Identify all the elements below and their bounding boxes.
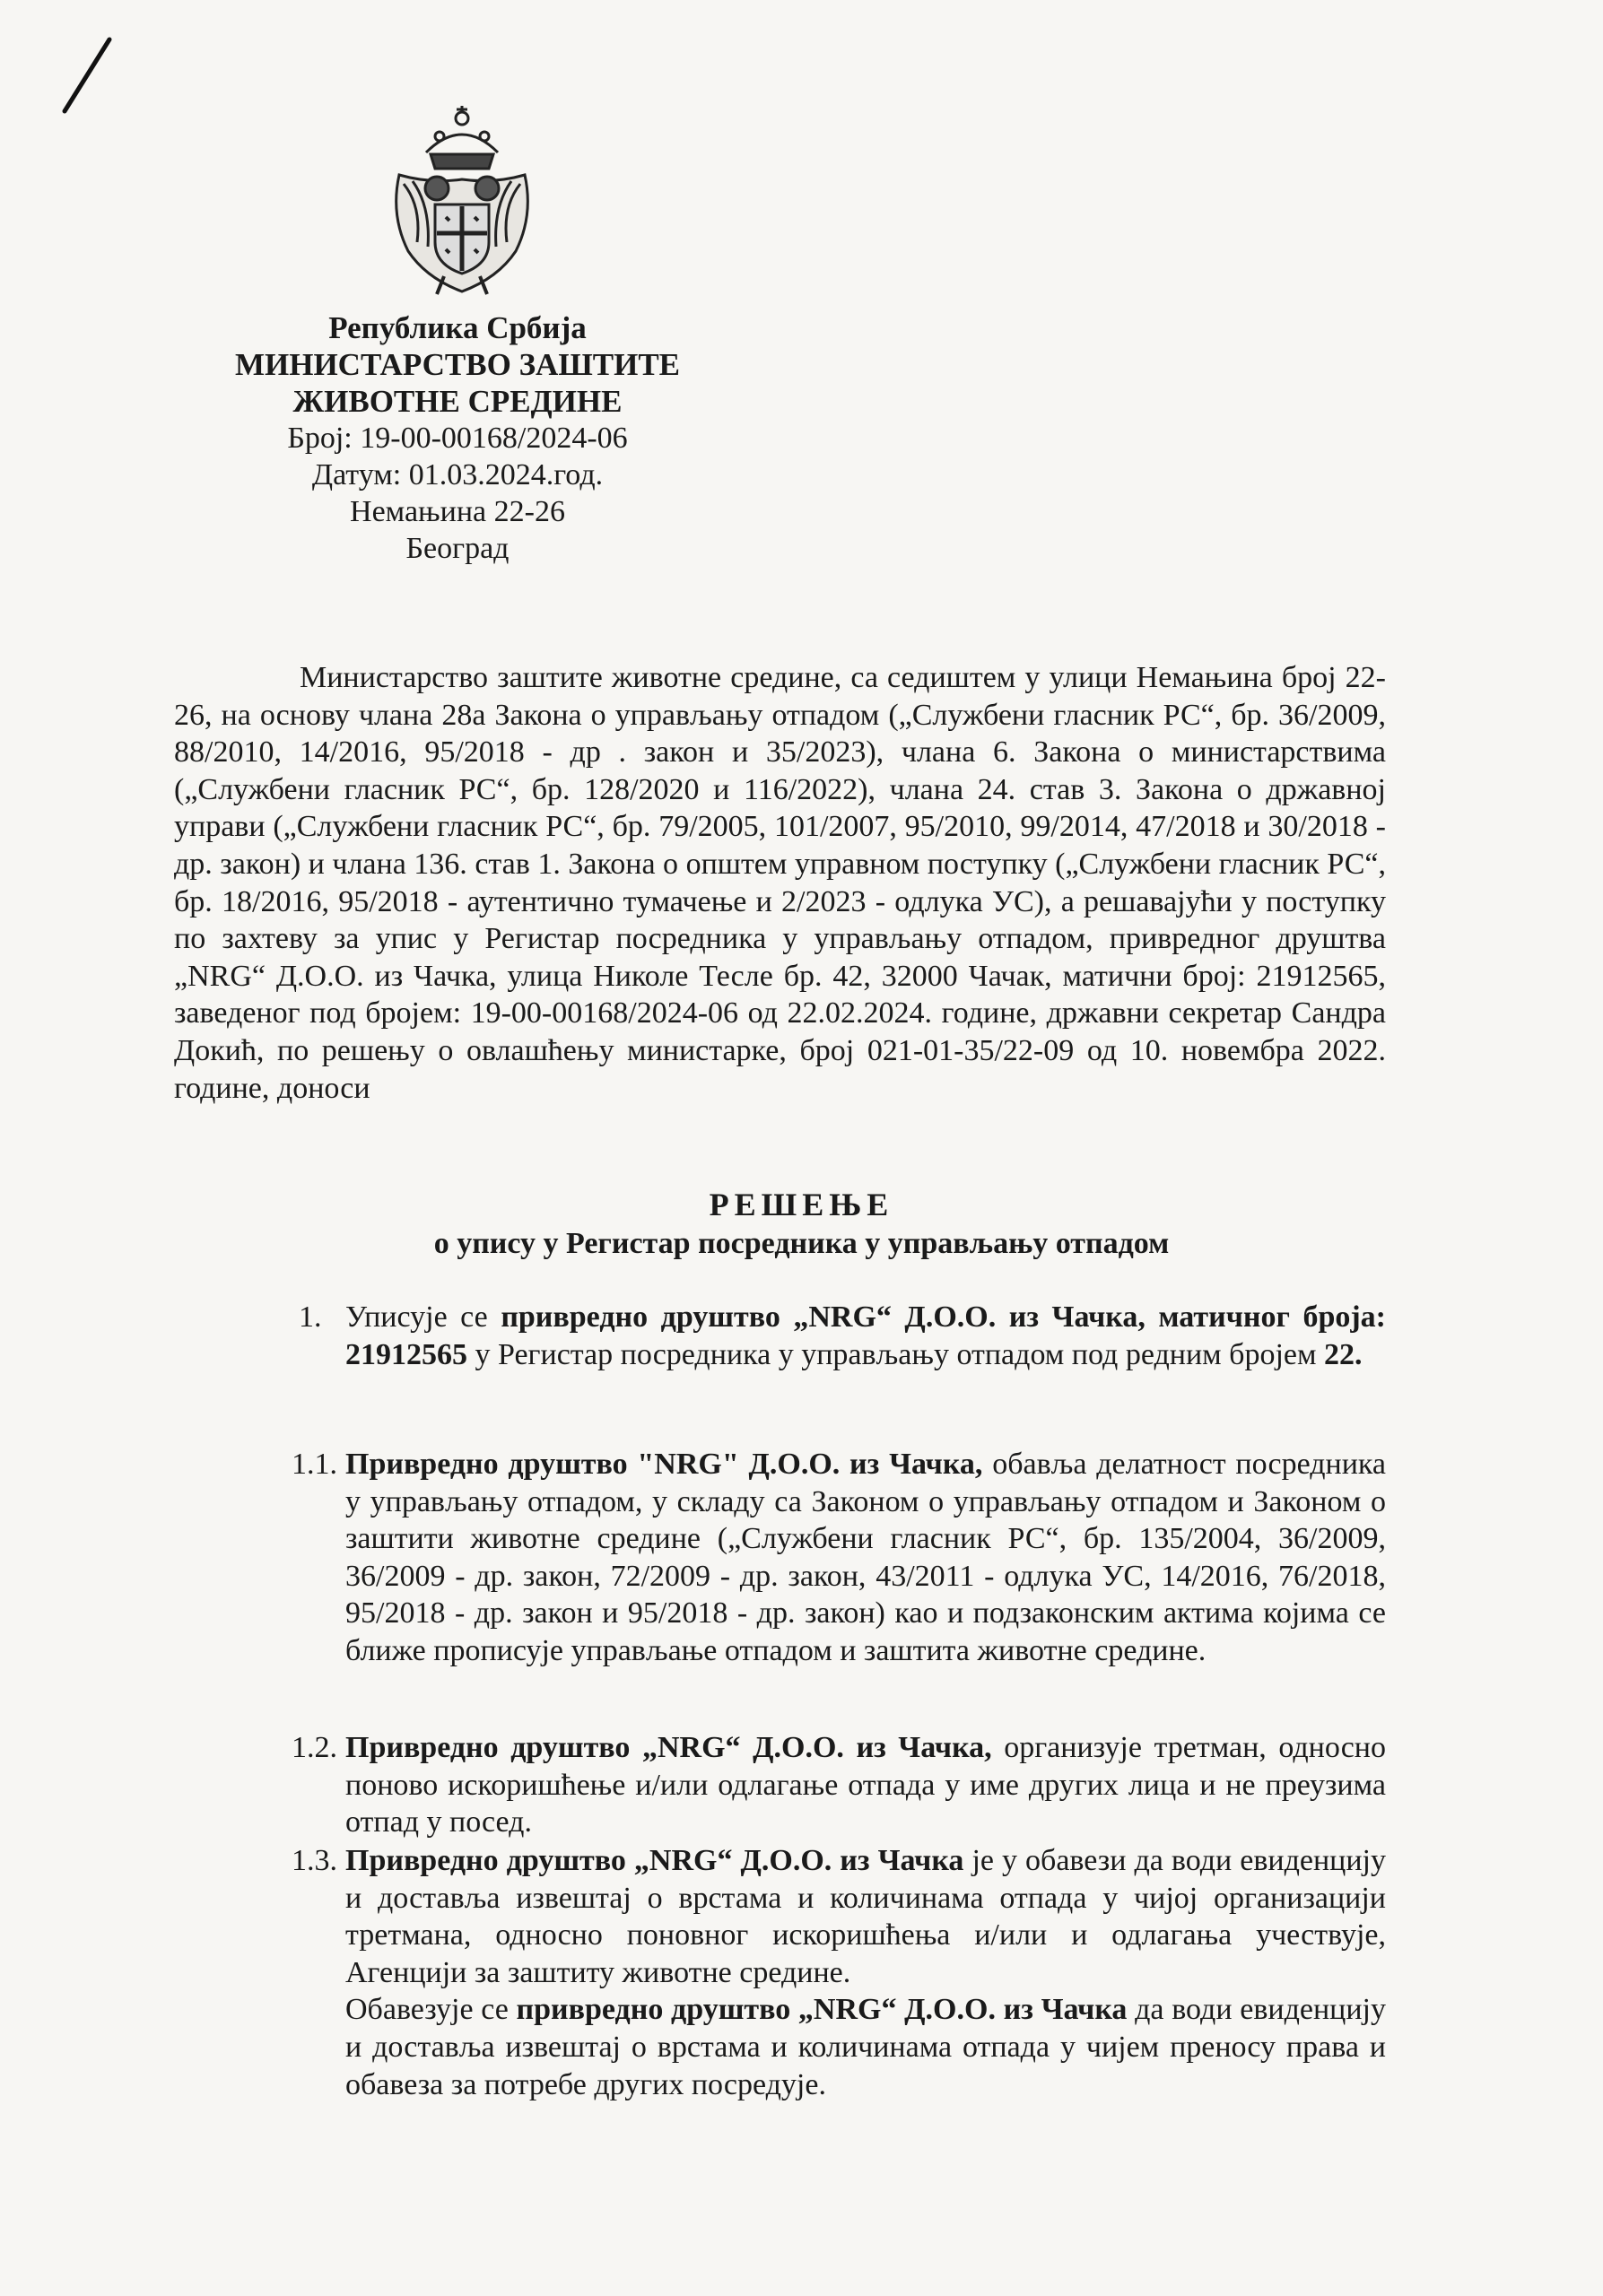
item-number: 1. [299,1300,322,1334]
handwritten-slash-mark [61,36,115,117]
ministry-name-line2: ЖИВОТНЕ СРЕДИНЕ [292,384,623,419]
document-date: Датум: 01.03.2024.год. [311,458,604,491]
decision-item-1: 1. Уписује се привредно друштво „NRG“ Д.О.О. из Чачка, матичног броја: 21912565 у Регистар посредника у управљању отпадом под редним бројем 22. [299,1300,1386,1371]
ministry-name-line1: МИНИСТАРСТВО ЗАШТИТЕ [234,347,681,382]
document-number: Број: 19-00-00168/2024-06 [287,422,628,455]
decision-subtitle: о упису у Регистар посредника у управљању отпадом [433,1227,1170,1260]
decision-item-1-3: 1.3. Привредно друштво „NRG“ Д.О.О. из Чачка је у обавези да води евиденцију и доставља извештај о врстама и количинама отпада у чијој организацији третмана, односно поновног искоришћења и/или и одлагања учествује, Агенцији за заштиту животне средине. Обавезује се привредно друштво „NRG“ Д.О.О. из Чачка да води евиденцију и доставља извештај о врстама и количинама отпада у чијем преносу права и обавеза за потребе других посредује. [292,1844,1387,2101]
preamble-text: Министарство заштите животне средине, са седиштем у улици Немањина број 22-26, на основу члана 28а Закона о управљању отпадом („Службени гласник РС“, бр. 36/2009, 88/2010, 14/2016, 95/2018 - др . закон и 35/2023), члана 6. Закона о министарствима („Службени гласник РС“, бр. 128/2020 и 116/2022), члана 24. став 3. Закона о државној управи („Службени гласник РС“, бр. 79/2005, 101/2007, 95/2010, 99/2014, 47/2018 и 30/2018 - др. закон) и члана 136. став 1. Закона о општем управном поступку („Службени гласник РС“, бр. 18/2016, 95/2018 - аутентично тумачење и 2/2023 - одлука УС), а решавајући у поступку по захтеву за упис у Регистар посредника у управљању отпадом, привредног друштва „NRG“ Д.О.О. из Чачка, улица Николе Тесле бр. 42, 32000 Чачак, матични број: 21912565, заведеног под бројем: 19-00-00168/2024-06 од 22.02.2024. године, државни секретар Сандра Докић, по решењу о овлашћењу министарке, број 021-01-35/22-09 од 10. новембра 2022. године, доноси [174,661,1386,1105]
preamble-paragraph [174,659,1386,1107]
address-city: Београд [405,532,510,565]
coat-of-arms-emblem [381,99,543,305]
item-number: 1.2. [292,1731,337,1764]
decision-item-1-1: 1.1. Привредно друштво "NRG" Д.О.О. из Чачка, обавља делатност посредника у управљању отпадом, у складу са Законом о управљању отпадом и Законом о заштити животне средине („Службени гласник РС“, бр. 135/2004, 36/2009, 36/2009 - др. закон, 72/2009 - др. закон, 43/2011 - одлука УС, 14/2016, 76/2018, 95/2018 - др. закон и 95/2018 - др. закон) као и подзаконским актима којима се ближе прописује управљање отпадом и заштита животне средине. [292,1448,1386,1667]
decision-item-1-2: 1.2. Привредно друштво „NRG“ Д.О.О. из Чачка, организује третман, односно поново искоришћење и/или одлагање отпада у име других лица и не преузима отпад у посед. [292,1731,1386,1839]
item-number: 1.3. [292,1844,337,1877]
address-street: Немањина 22-26 [350,495,565,528]
item-number: 1.1. [292,1448,337,1481]
document-header [170,309,745,567]
decision-title: РЕШЕЊЕ [709,1187,894,1222]
republic-name: Република Србија [328,310,587,345]
